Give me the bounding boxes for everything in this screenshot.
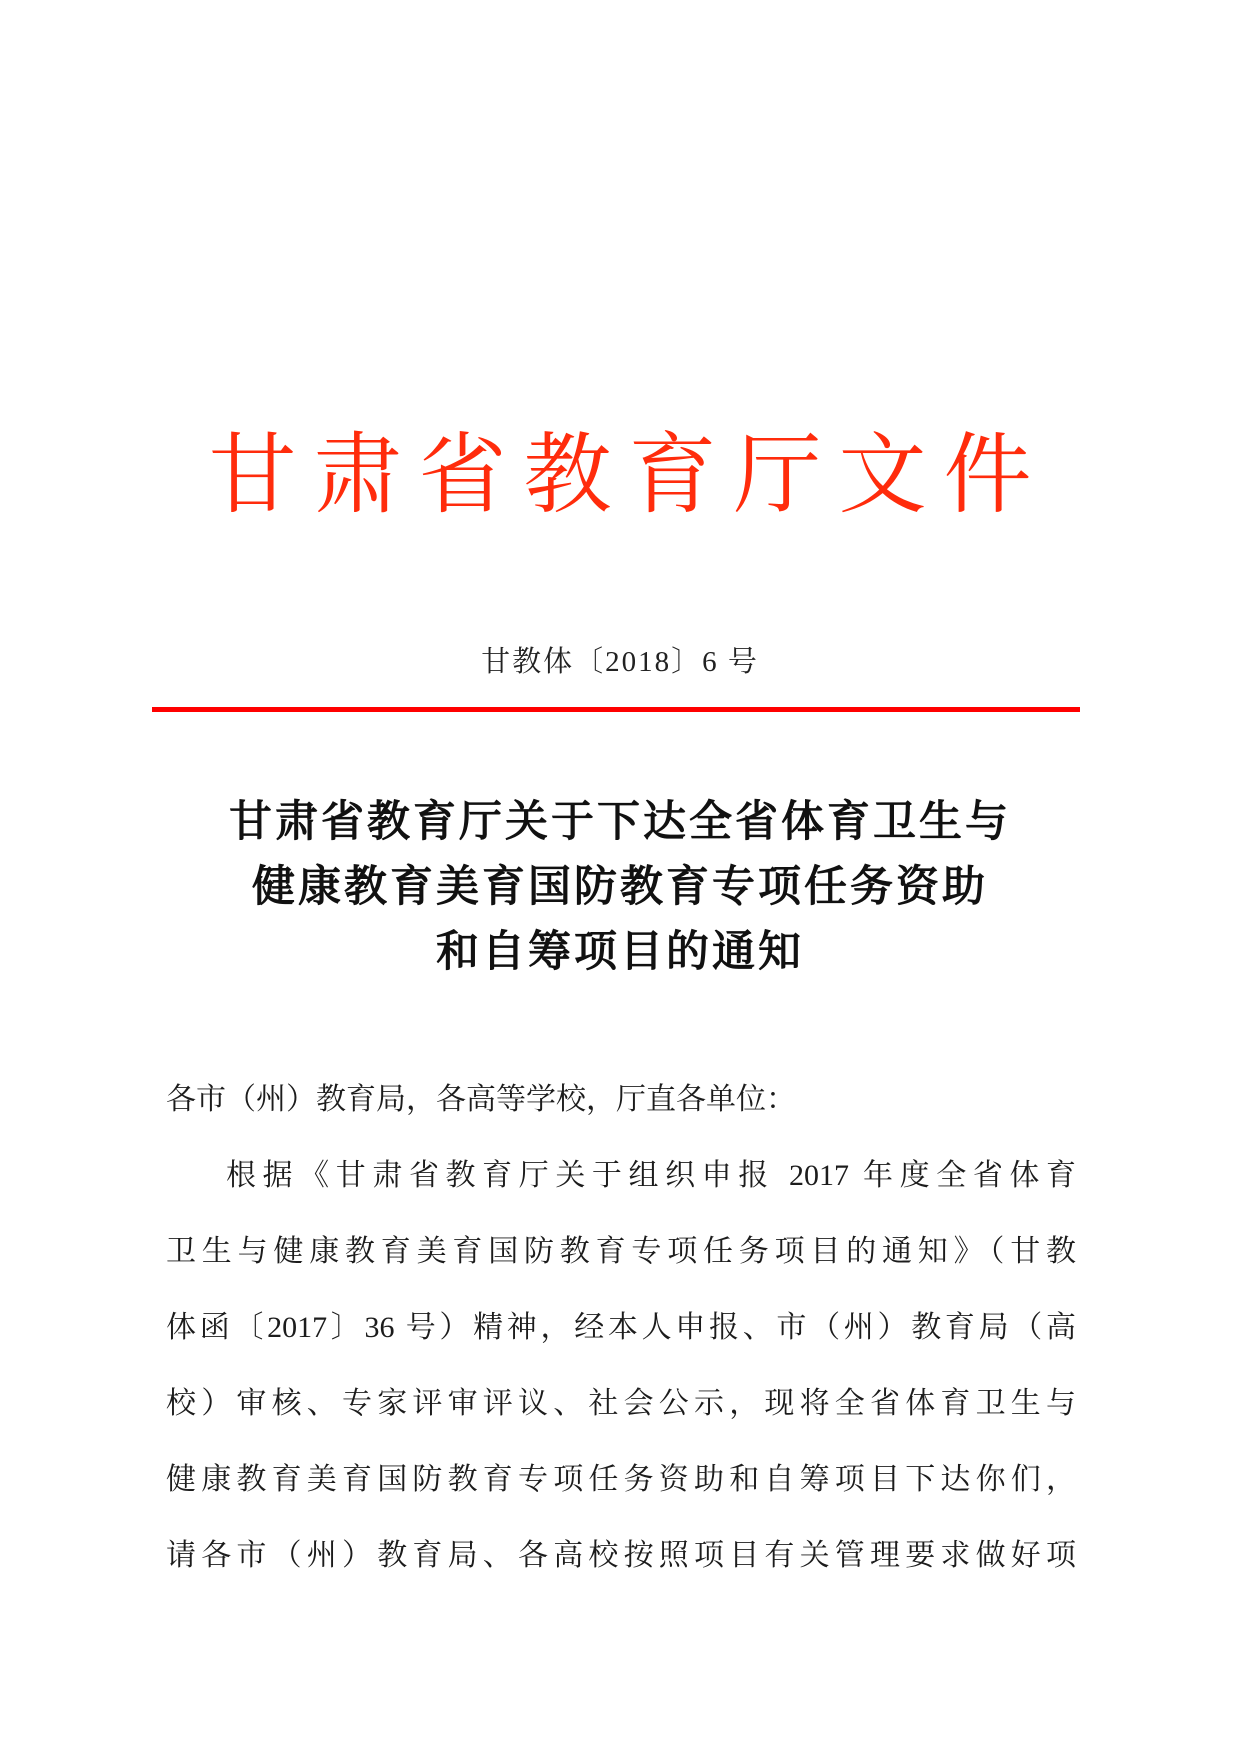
document-number: 甘教体〔2018〕6 号 (481, 646, 759, 678)
red-header-divider (152, 707, 1080, 712)
notice-title-line-1: 甘肃省教育厅关于下达全省体育卫生与 (229, 799, 1011, 846)
salutation-line: 各市（州）教育局，各高等学校，厅直各单位： (166, 1083, 796, 1116)
notice-body (166, 1062, 1076, 1594)
paragraph-line: 根据《甘肃省教育厅关于组织申报 2017 年度全省体育 (226, 1159, 1076, 1192)
paragraph-line: 体函〔2017〕36 号）精神，经本人申报、市（州）教育局（高 (166, 1311, 1076, 1344)
paragraph-line: 校）审核、专家评审评议、社会公示，现将全省体育卫生与 (166, 1387, 1076, 1420)
notice-title (0, 790, 1240, 985)
agency-letterhead-title: 甘肃省教育厅文件 (208, 428, 1049, 525)
paragraph-line: 请各市（州）教育局、各高校按照项目有关管理要求做好项 (166, 1539, 1076, 1572)
paragraph-line: 卫生与健康教育美育国防教育专项任务项目的通知》（甘教 (166, 1235, 1076, 1268)
paragraph-line: 健康教育美育国防教育专项任务资助和自筹项目下达你们， (166, 1463, 1076, 1496)
notice-title-line-2: 健康教育美育国防教育专项任务资助 (252, 864, 988, 911)
notice-title-line-3: 和自筹项目的通知 (436, 929, 804, 976)
